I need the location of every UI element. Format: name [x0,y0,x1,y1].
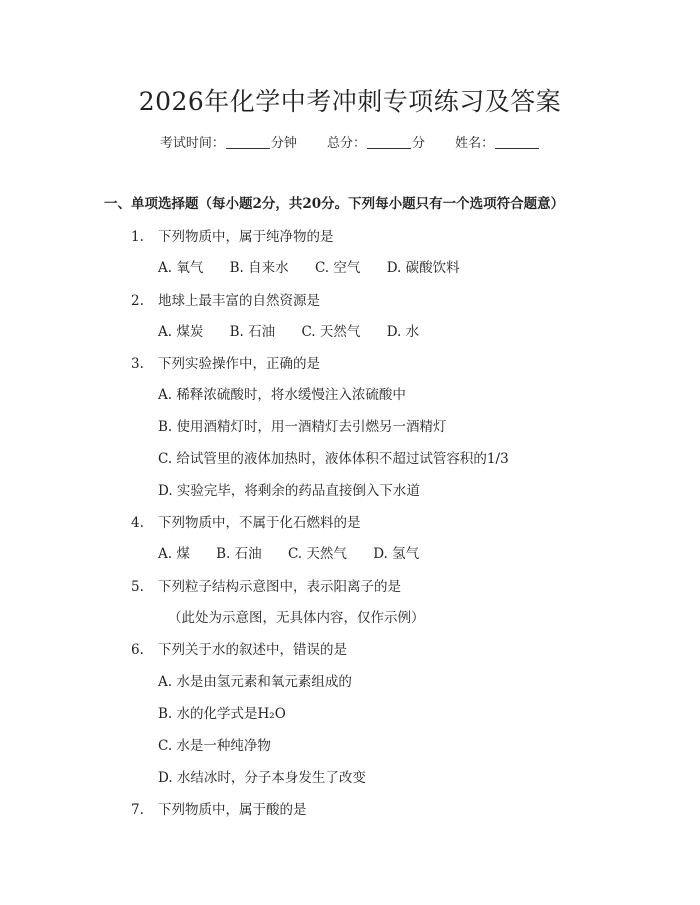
option-d[interactable]: D. 氢气 [373,546,420,562]
question-number: 1. [131,229,144,245]
question-text: 下列关于水的叙述中，错误的是 [158,642,347,658]
total-score-blank[interactable] [367,136,411,149]
option-b[interactable]: B. 自来水 [229,260,289,276]
question-number: 5. [131,579,144,595]
document-title: 2026年化学中考冲刺专项练习及答案 [138,87,562,116]
section-heading: 一、单项选择题（每小题2分，共20分。下列每小题只有一个选项符合题意） [104,196,565,212]
option-c[interactable]: C. 天然气 [287,546,347,562]
option-a[interactable]: A. 煤 [158,546,190,562]
question-5 [131,575,401,595]
option-b[interactable]: B. 石油 [229,324,276,340]
student-name-label: 姓名： [455,136,495,151]
question-text: 下列物质中，属于纯净物的是 [158,229,334,245]
question-4-options [158,542,441,562]
question-2-options [158,320,441,340]
exam-time [160,132,297,151]
question-7 [131,798,307,818]
option-d[interactable]: D. 水结冰时，分子本身发生了改变 [158,770,366,786]
question-text: 下列物质中，不属于化石燃料的是 [158,515,361,531]
total-score-unit: 分 [412,136,426,151]
question-number: 4. [131,515,144,531]
option-b[interactable]: B. 石油 [216,546,262,562]
question-2 [131,289,320,309]
question-1 [131,225,334,245]
question-3 [131,352,320,372]
question-text: 下列物质中，属于酸的是 [158,802,307,818]
question-text: 下列粒子结构示意图中，表示阳离子的是 [158,579,401,595]
student-name-blank[interactable] [495,136,539,149]
exam-time-label: 考试时间： [159,136,225,151]
question-text: 下列实验操作中，正确的是 [158,356,320,372]
question-number: 3. [131,356,144,372]
option-c[interactable]: C. 空气 [314,260,361,276]
student-name [455,132,540,151]
option-a[interactable]: A. 水是由氢元素和氧元素组成的 [158,674,352,690]
diagram-placeholder-note: （此处为示意图，无具体内容，仅作示例） [168,610,425,626]
option-a[interactable]: A. 氧气 [158,260,204,276]
option-c[interactable]: C. 水是一种纯净物 [158,738,271,754]
option-d[interactable]: D. 碳酸饮料 [386,260,460,276]
exam-info [0,132,700,151]
option-a[interactable]: A. 煤炭 [158,324,204,340]
exam-time-unit: 分钟 [270,136,297,151]
option-d[interactable]: D. 水 [386,324,420,340]
question-number: 6. [131,642,144,658]
question-number: 2. [131,293,144,309]
option-b[interactable]: B. 使用酒精灯时，用一酒精灯去引燃另一酒精灯 [158,419,447,435]
question-1-options [158,256,482,276]
question-4 [131,511,361,531]
option-d[interactable]: D. 实验完毕，将剩余的药品直接倒入下水道 [158,483,420,499]
option-a[interactable]: A. 稀释浓硫酸时，将水缓慢注入浓硫酸中 [158,387,406,403]
question-6 [131,638,347,658]
total-score [327,132,425,151]
option-c[interactable]: C. 天然气 [301,324,361,340]
exam-time-blank[interactable] [226,136,270,149]
question-text: 地球上最丰富的自然资源是 [158,293,320,309]
total-score-label: 总分： [326,136,366,151]
option-b[interactable]: B. 水的化学式是H₂O [158,706,286,722]
option-c[interactable]: C. 给试管里的液体加热时，液体体积不超过试管容积的1/3 [158,451,509,467]
question-number: 7. [131,802,144,818]
